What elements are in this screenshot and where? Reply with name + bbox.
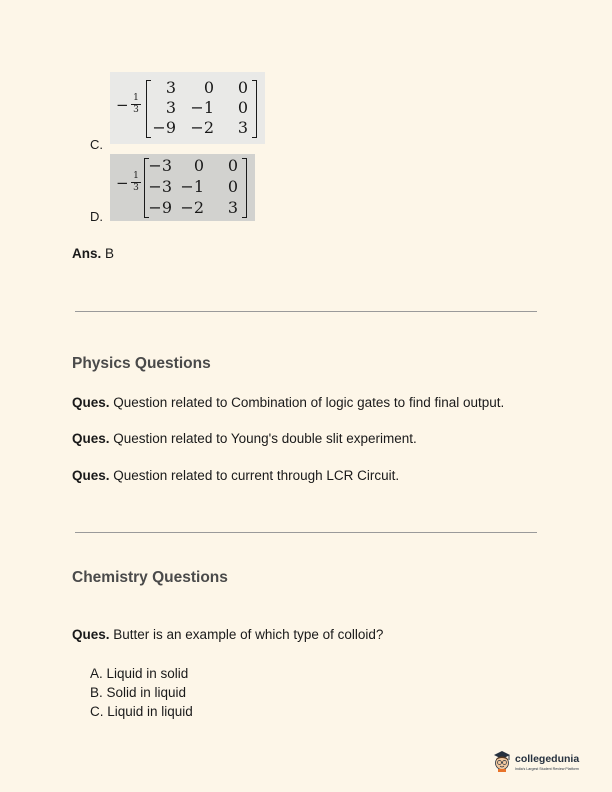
option-label-d: D. — [90, 209, 103, 224]
matrix-cell: −1 — [190, 98, 214, 117]
matrix-cell: 0 — [227, 156, 238, 175]
matrix-image-c — [110, 72, 265, 144]
matrix-cell: 0 — [237, 78, 248, 97]
coef-den-d: 3 — [133, 183, 139, 193]
chemistry-question — [72, 627, 383, 642]
question-text: Question related to Combination of logic gates to find final output. — [109, 395, 505, 410]
right-bracket — [242, 158, 247, 218]
right-bracket — [252, 80, 257, 138]
matrix-cell: 3 — [237, 118, 248, 137]
option-a: A. Liquid in solid — [90, 666, 189, 681]
question-prefix: Ques. — [72, 395, 110, 410]
collegedunia-logo — [492, 748, 597, 780]
option-label-c: C. — [90, 137, 103, 152]
matrix-cell: −9 — [152, 118, 176, 137]
matrix-cell: 3 — [165, 78, 176, 97]
coef-sign-d: − — [116, 174, 129, 192]
answer-line — [72, 246, 114, 261]
answer-prefix: Ans. — [72, 246, 102, 261]
left-bracket — [146, 80, 151, 138]
chemistry-section-title: Chemistry Questions — [72, 569, 228, 586]
logo-tagline: India's Largest Student Review Platform — [515, 767, 579, 771]
physics-question-2 — [72, 431, 417, 446]
coef-sign-c: − — [116, 96, 129, 114]
matrix-cell: −3 — [148, 177, 172, 196]
matrix-cell: −1 — [180, 177, 204, 196]
question-text: Butter is an example of which type of colloid? — [109, 627, 384, 642]
physics-question-3 — [72, 468, 399, 483]
chemistry-options — [90, 664, 193, 721]
matrix-cell: 0 — [203, 78, 214, 97]
physics-question-1 — [72, 395, 504, 410]
section-divider — [75, 311, 537, 312]
coef-num-d: 1 — [133, 171, 139, 181]
matrix-cell: −2 — [190, 118, 214, 137]
matrix-image-d — [110, 154, 255, 221]
matrix-cell: −9 — [148, 198, 172, 217]
matrix-cell: 0 — [227, 177, 238, 196]
matrix-cell: 0 — [193, 156, 204, 175]
option-b: B. Solid in liquid — [90, 685, 187, 700]
section-divider — [75, 532, 537, 533]
question-prefix: Ques. — [72, 468, 110, 483]
answer-value: B — [101, 246, 115, 261]
coef-den-c: 3 — [133, 105, 139, 115]
coef-fraction-d — [130, 171, 142, 194]
physics-section-title: Physics Questions — [72, 355, 211, 372]
question-text: Question related to current through LCR Circuit. — [109, 468, 400, 483]
question-prefix: Ques. — [72, 431, 110, 446]
matrix-cell: 0 — [237, 98, 248, 117]
matrix-cell: −2 — [180, 198, 204, 217]
logo-brand: collegedunia — [515, 753, 580, 765]
question-prefix: Ques. — [72, 627, 110, 642]
coef-num-c: 1 — [133, 93, 139, 103]
question-text: Question related to Young's double slit experiment. — [109, 431, 417, 446]
matrix-cell: 3 — [165, 98, 176, 117]
option-c: C. Liquid in liquid — [90, 704, 193, 719]
student-face-icon — [492, 750, 512, 772]
matrix-cell: 3 — [227, 198, 238, 217]
coef-fraction-c — [130, 93, 142, 116]
matrix-cell: −3 — [148, 156, 172, 175]
